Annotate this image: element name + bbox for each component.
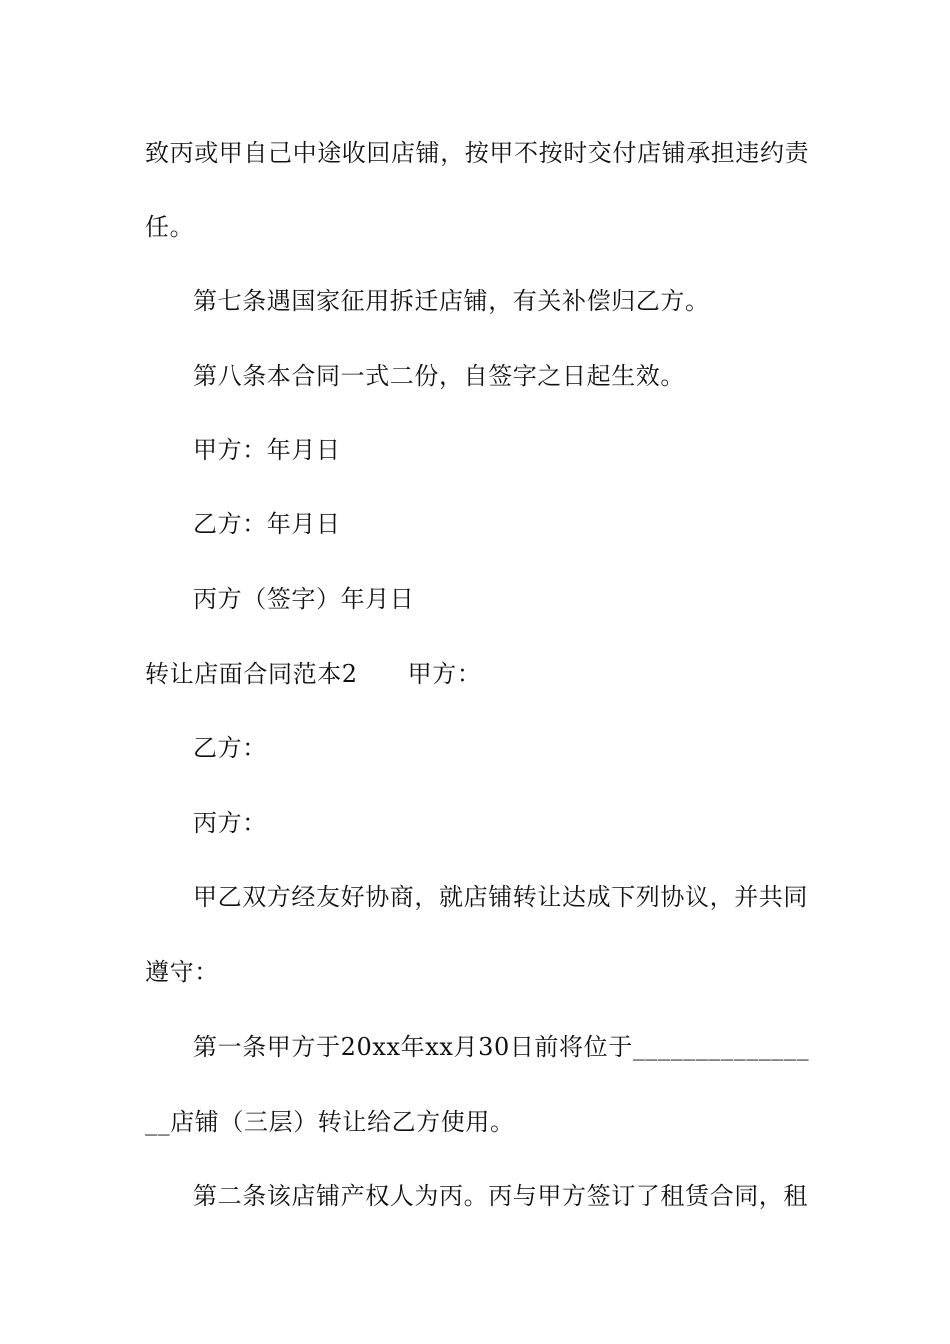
party-c-label: 丙方： [193,809,267,837]
party-a-label: 甲方： [407,660,482,688]
clause-7: 第七条遇国家征用拆迁店铺，有关补偿归乙方。 [193,287,710,315]
clause-1-line: 第一条甲方于20xx年xx月30日前将位于______________ [193,1033,810,1061]
contract-title: 转让店面合同范本2 [145,660,358,688]
paragraph-line: __店铺（三层）转让给乙方使用。 [145,1108,515,1136]
paragraph-line: 任。 [145,213,195,241]
party-b-label: 乙方： [193,734,267,762]
paragraph-line: 遵守： [145,958,219,986]
clause-8: 第八条本合同一式二份，自签字之日起生效。 [193,362,685,390]
party-c-signature-line: 丙方（签字）年月日 [193,585,415,613]
party-a-signature-line: 甲方：年月日 [193,436,341,464]
paragraph-line: 致丙或甲自己中途收回店铺，按甲不按时交付店铺承担违约责 [145,139,810,167]
clause-2-line: 第二条该店铺产权人为丙。丙与甲方签订了租赁合同，租 [193,1182,808,1210]
agreement-intro-line: 甲乙双方经友好协商，就店铺转让达成下列协议，并共同 [193,883,808,911]
contract-title-line [145,658,810,690]
party-b-signature-line: 乙方：年月日 [193,510,341,538]
